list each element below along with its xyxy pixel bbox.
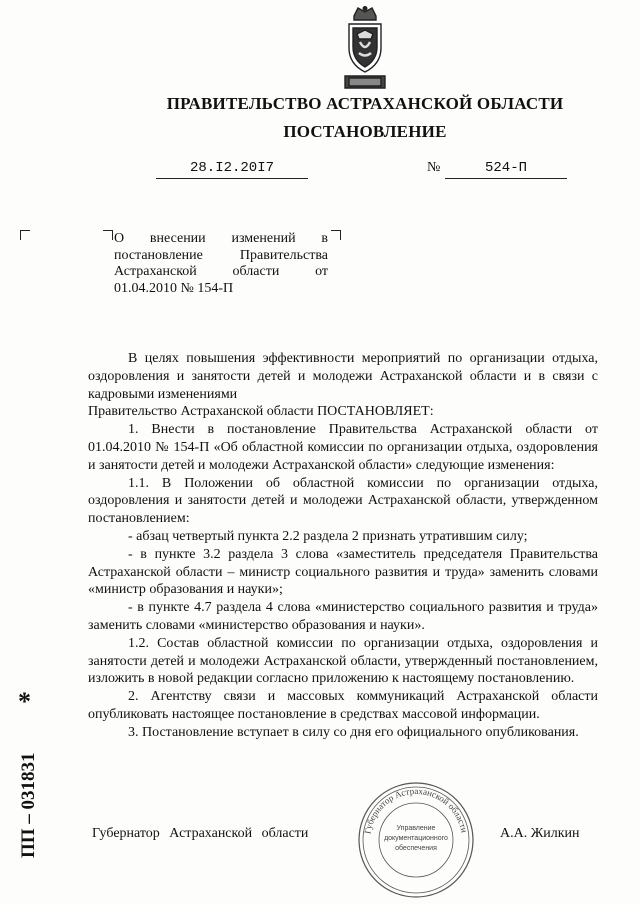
document-type: ПОСТАНОВЛЕНИЕ [283,122,447,141]
coat-of-arms-emblem [340,6,390,90]
corner-mark-subject-right [331,230,341,240]
corner-mark-left [20,230,30,240]
subject-line: постановление Правительства [114,247,328,263]
number-label: № [427,160,441,175]
serial-number: ПП – 031831 [18,752,39,858]
bullet-item: - абзац четвертый пункта 2.2 раздела 2 признать утратившим силу; [128,528,528,544]
resolution-line: Правительство Астраханской области ПОСТАНОВЛЯЕТ: [88,404,434,420]
bullet-item: - в пункте 4.7 раздела 4 слова «министерство социального развития и труда» заменить словами «министерство образования и науки». [88,600,598,633]
serial-mark [8,690,44,860]
corner-mark-subject-left [103,230,113,240]
paragraph-2: 2. Агентству связи и массовых коммуникаций Астраханской области опубликовать настоящее постановление в средствах массовой информации. [88,689,598,722]
document-body [88,350,598,742]
subject-line: О внесении изменений в [114,231,328,246]
stamp-center-line: документационного [384,835,448,842]
signature-block [92,826,602,842]
document-number: 524-П [445,158,567,179]
paragraph-1: 1. Внести в постановление Правительства Астраханской области от 01.04.2010 № 154-П «Об областной комиссии по организации отдыха, оздоровления и занятости детей и молодежи Астраханской области» следующие изменения: [88,422,598,473]
paragraph-1-1: 1.1. В Положении об областной комиссии по организации отдыха, оздоровления и занятости детей и молодежи Астраханской области, утвержденном постановлением: [88,475,598,527]
signatory-position: Губернатор Астраханской области [92,826,309,841]
subject-line: Астраханской области от [114,264,328,279]
stamp-center-line: Управление [396,825,436,832]
document-subject [114,231,328,297]
paragraph-1-2: 1.2. Состав областной комиссии по организации отдыха, оздоровления и занятости детей и молодежи Астраханской области, утвержденный постановлением, изложить в новой редакции согласно приложению к настоящему постановлению. [88,635,598,687]
intro-paragraph: В целях повышения эффективности мероприятий по организации отдыха, оздоровления и занятости детей и молодежи Астраханской области и в связи с кадровыми изменениями [88,351,598,402]
official-stamp [356,780,476,900]
document-header [0,92,640,144]
serial-star: * [18,690,31,716]
subject-line: 01.04.2010 № 154-П [114,280,234,296]
stamp-ring-text: Губернатор Астраханской области [362,785,470,835]
document-date: 28.I2.20I7 [156,158,308,179]
organization-name: ПРАВИТЕЛЬСТВО АСТРАХАНСКОЙ ОБЛАСТИ [166,94,564,113]
paragraph-3: 3. Постановление вступает в силу со дня его официального опубликования. [128,724,579,740]
signatory-name: А.А. Жилкин [500,826,580,841]
bullet-item: - в пункте 3.2 раздела 3 слова «заместитель председателя Правительства Астраханской области – министр социального развития и труда» заменить словами «министр образования и науки»; [88,546,598,598]
stamp-center-line: обеспечения [395,845,437,852]
